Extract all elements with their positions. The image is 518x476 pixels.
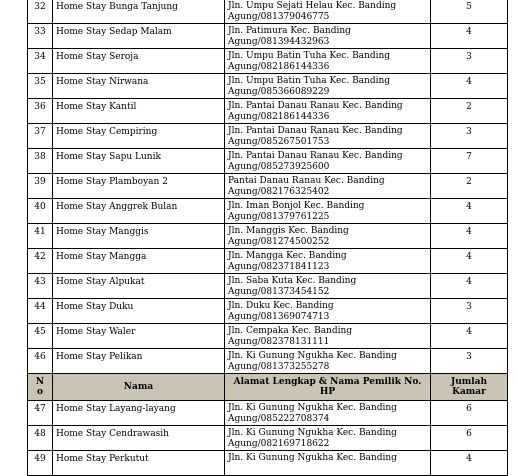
no-cell: 48 [28, 426, 53, 451]
phone-line: Agung/082371841123 [228, 262, 330, 272]
room-count-cell: 3 [431, 299, 508, 324]
no-cell: 37 [28, 124, 53, 149]
table-row [28, 349, 508, 374]
table-row [28, 49, 508, 74]
room-count-cell: 4 [431, 249, 508, 274]
address-line: Jln. Ki Gunung Ngukha Kec. Banding [228, 428, 397, 438]
table-row [28, 24, 508, 49]
table-row [28, 0, 508, 24]
room-count-cell: 2 [431, 99, 508, 124]
phone-line: Agung/085267501753 [228, 137, 330, 147]
name-cell: Home Stay Plamboyan 2 [53, 174, 225, 199]
room-count-cell: 4 [431, 74, 508, 99]
address-line: Jln. Ki Gunung Ngukha Kec. Banding [228, 453, 397, 463]
address-line: Jln. Pantai Danau Ranau Kec. Banding [228, 126, 403, 136]
phone-line: Agung/085222708374 [228, 414, 330, 424]
room-count-cell: 5 [431, 0, 508, 24]
address-line: Jln. Cempaka Kec. Banding [228, 326, 353, 336]
name-cell: Home Stay Bunga Tanjung [53, 0, 225, 24]
phone-line: Agung/082176325402 [228, 187, 330, 197]
room-count-cell: 7 [431, 149, 508, 174]
phone-line: Agung/082378131111 [228, 337, 330, 347]
no-cell: 38 [28, 149, 53, 174]
table-body-top [28, 0, 508, 374]
no-cell: 35 [28, 74, 53, 99]
address-cell [225, 349, 431, 374]
table-row [28, 274, 508, 299]
header-nama: Nama [53, 374, 225, 401]
address-line: Jln. Patimura Kec. Banding [228, 26, 351, 36]
phone-line: Agung/081373454152 [228, 287, 330, 297]
name-cell: Home Stay Alpukat [53, 274, 225, 299]
table-row [28, 74, 508, 99]
address-line: Jln. Ki Gunung Ngukha Kec. Banding [228, 403, 397, 413]
name-cell: Home Stay Cendrawasih [53, 426, 225, 451]
homestay-table [27, 0, 508, 476]
table-body-bottom [28, 401, 508, 476]
table-row [28, 124, 508, 149]
table-row [28, 249, 508, 274]
address-cell [225, 426, 431, 451]
address-cell [225, 299, 431, 324]
table-row [28, 324, 508, 349]
no-cell: 34 [28, 49, 53, 74]
room-count-cell: 4 [431, 274, 508, 299]
name-cell: Home Stay Perkutut [53, 451, 225, 476]
room-count-cell: 3 [431, 49, 508, 74]
table-row [28, 224, 508, 249]
header-alamat: Alamat Lengkap & Nama Pemilik No. HP [225, 374, 431, 401]
table-row [28, 299, 508, 324]
room-count-cell: 6 [431, 401, 508, 426]
phone-line: Agung/081274500252 [228, 237, 330, 247]
address-cell [225, 174, 431, 199]
table-header-group [28, 374, 508, 401]
room-count-cell: 4 [431, 324, 508, 349]
room-count-cell: 3 [431, 349, 508, 374]
room-count-cell: 3 [431, 124, 508, 149]
address-cell [225, 249, 431, 274]
phone-line: Agung/082186144336 [228, 62, 330, 72]
no-cell: 36 [28, 99, 53, 124]
no-cell: 39 [28, 174, 53, 199]
phone-line: Agung/081379761225 [228, 212, 330, 222]
name-cell: Home Stay Pelikan [53, 349, 225, 374]
address-line: Jln. Umpu Batin Tuha Kec. Banding [228, 51, 391, 61]
table-row [28, 401, 508, 426]
phone-line: Agung/082169718622 [228, 439, 330, 449]
table-row [28, 451, 508, 476]
address-cell [225, 149, 431, 174]
address-line: Jln. Manggis Kec. Banding [228, 226, 349, 236]
phone-line: Agung/081373255278 [228, 362, 330, 372]
address-line: Jln. Iman Bonjol Kec. Banding [228, 201, 365, 211]
room-count-cell: 6 [431, 426, 508, 451]
no-cell: 46 [28, 349, 53, 374]
table-row [28, 99, 508, 124]
table-row [28, 174, 508, 199]
phone-line: Agung/081379046775 [228, 12, 330, 22]
address-cell [225, 124, 431, 149]
header-jumlah: Jumlah Kamar [431, 374, 508, 401]
name-cell: Home Stay Kantil [53, 99, 225, 124]
no-cell: 47 [28, 401, 53, 426]
address-line: Pantai Danau Ranau Kec. Banding [228, 176, 385, 186]
name-cell: Home Stay Sapu Lunik [53, 149, 225, 174]
address-cell [225, 224, 431, 249]
address-line: Jln. Pantai Danau Ranau Kec. Banding [228, 151, 403, 161]
address-line: Jln. Umpu Sejati Helau Kec. Banding [228, 1, 397, 11]
no-cell: 40 [28, 199, 53, 224]
no-cell: 32 [28, 0, 53, 24]
address-cell [225, 24, 431, 49]
name-cell: Home Stay Anggrek Bulan [53, 199, 225, 224]
room-count-cell: 4 [431, 24, 508, 49]
phone-line: Agung/085366089229 [228, 87, 330, 97]
phone-line: Agung/082186144336 [228, 112, 330, 122]
name-cell: Home Stay Seroja [53, 49, 225, 74]
phone-line: Agung/081369074713 [228, 312, 330, 322]
room-count-cell: 4 [431, 199, 508, 224]
address-line: Jln. Duku Kec. Banding [228, 301, 334, 311]
table-header-row [28, 374, 508, 401]
table-row [28, 149, 508, 174]
no-cell: 49 [28, 451, 53, 476]
address-line: Jln. Pantai Danau Ranau Kec. Banding [228, 101, 403, 111]
room-count-cell: 4 [431, 451, 508, 476]
name-cell: Home Stay Duku [53, 299, 225, 324]
no-cell: 33 [28, 24, 53, 49]
address-cell [225, 74, 431, 99]
address-cell [225, 401, 431, 426]
name-cell: Home Stay Waler [53, 324, 225, 349]
table-row [28, 199, 508, 224]
address-line: Jln. Umpu Batin Tuha Kec. Banding [228, 76, 391, 86]
name-cell: Home Stay Nirwana [53, 74, 225, 99]
name-cell: Home Stay Layang-layang [53, 401, 225, 426]
address-cell [225, 0, 431, 24]
address-cell [225, 99, 431, 124]
room-count-cell: 4 [431, 224, 508, 249]
name-cell: Home Stay Manggis [53, 224, 225, 249]
address-cell [225, 451, 431, 476]
no-cell: 45 [28, 324, 53, 349]
address-cell [225, 274, 431, 299]
address-line: Jln. Ki Gunung Ngukha Kec. Banding [228, 351, 397, 361]
address-cell [225, 49, 431, 74]
address-cell [225, 324, 431, 349]
phone-line: Agung/085273925600 [228, 162, 330, 172]
no-cell: 42 [28, 249, 53, 274]
address-line: Jln. Saba Kuta Kec. Banding [228, 276, 357, 286]
no-cell: 41 [28, 224, 53, 249]
table-row [28, 426, 508, 451]
address-line: Jln. Mangga Kec. Banding [228, 251, 347, 261]
name-cell: Home Stay Cempiring [53, 124, 225, 149]
name-cell: Home Stay Sedap Malam [53, 24, 225, 49]
header-no: N o [28, 374, 53, 401]
no-cell: 43 [28, 274, 53, 299]
room-count-cell: 2 [431, 174, 508, 199]
no-cell: 44 [28, 299, 53, 324]
name-cell: Home Stay Mangga [53, 249, 225, 274]
address-cell [225, 199, 431, 224]
phone-line: Agung/081394432963 [228, 37, 330, 47]
